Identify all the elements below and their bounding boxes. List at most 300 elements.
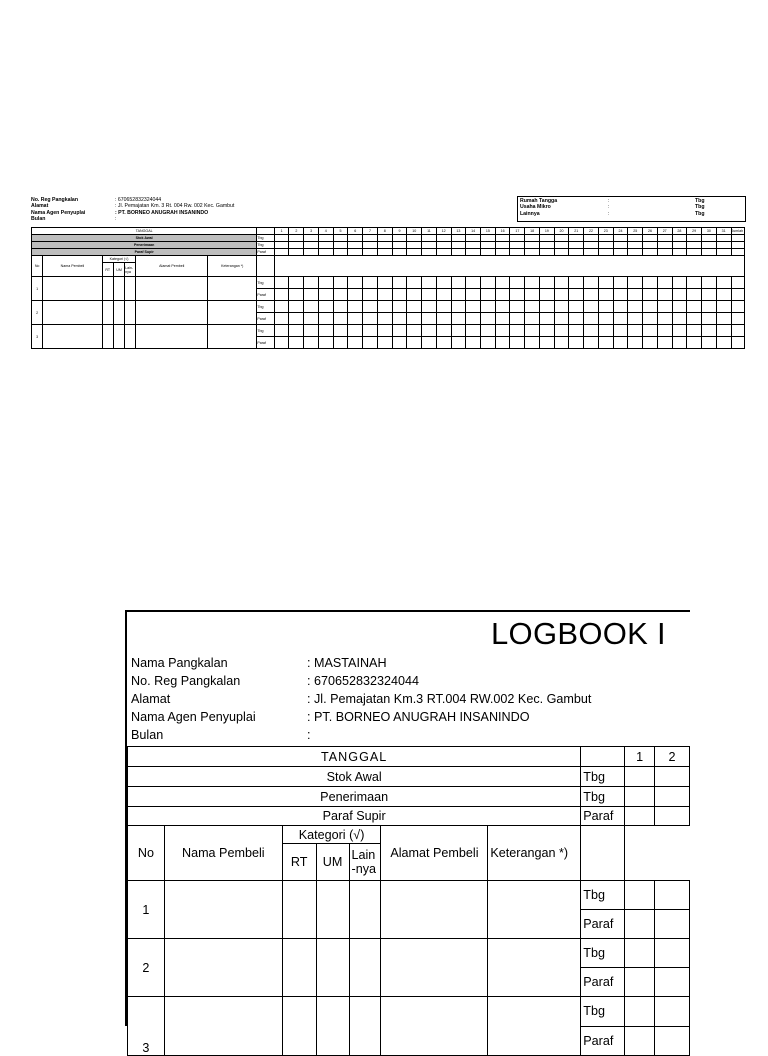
day-cell[interactable] xyxy=(318,337,333,349)
day-cell[interactable] xyxy=(422,325,437,337)
day-cell[interactable] xyxy=(643,337,658,349)
day-cell[interactable] xyxy=(377,235,392,242)
day-cell[interactable] xyxy=(333,242,348,249)
day-cell[interactable] xyxy=(318,325,333,337)
day-cell[interactable] xyxy=(510,325,525,337)
day-cell[interactable] xyxy=(318,289,333,301)
day-cell[interactable] xyxy=(510,289,525,301)
day-cell[interactable] xyxy=(539,289,554,301)
day-cell[interactable] xyxy=(628,337,643,349)
day-cell[interactable] xyxy=(716,235,731,242)
day-cell[interactable] xyxy=(289,337,304,349)
um-cell[interactable] xyxy=(316,939,349,997)
day-cell[interactable] xyxy=(643,301,658,313)
day-cell[interactable] xyxy=(348,249,363,256)
rt-cell[interactable] xyxy=(282,997,316,1056)
day-cell[interactable] xyxy=(451,289,466,301)
day-cell[interactable] xyxy=(554,242,569,249)
day-cell[interactable] xyxy=(274,235,289,242)
day-cell[interactable] xyxy=(554,277,569,289)
day-cell[interactable] xyxy=(377,313,392,325)
jumlah-cell[interactable] xyxy=(731,249,745,256)
day-cell[interactable] xyxy=(407,325,422,337)
day-cell[interactable] xyxy=(672,289,687,301)
day-cell[interactable] xyxy=(392,301,407,313)
day-cell[interactable] xyxy=(348,313,363,325)
day-cell[interactable] xyxy=(554,313,569,325)
day-cell[interactable] xyxy=(466,313,481,325)
day-cell[interactable] xyxy=(363,242,378,249)
entry-cell[interactable] xyxy=(125,277,136,301)
day-cell[interactable] xyxy=(495,242,510,249)
entry-cell[interactable] xyxy=(43,277,102,301)
day-cell[interactable] xyxy=(363,249,378,256)
day-cell[interactable] xyxy=(525,235,540,242)
day-cell[interactable] xyxy=(333,289,348,301)
day-cell[interactable] xyxy=(539,277,554,289)
day-cell[interactable] xyxy=(451,325,466,337)
day-cell[interactable] xyxy=(554,337,569,349)
day-cell[interactable] xyxy=(422,242,437,249)
day-cell[interactable] xyxy=(525,337,540,349)
day-cell[interactable] xyxy=(481,249,496,256)
day-cell[interactable] xyxy=(407,277,422,289)
day-cell[interactable] xyxy=(584,325,599,337)
day-cell[interactable] xyxy=(569,242,584,249)
alamat-cell[interactable] xyxy=(381,997,488,1056)
day-cell[interactable] xyxy=(702,301,717,313)
day-cell[interactable] xyxy=(466,289,481,301)
day-cell[interactable] xyxy=(274,313,289,325)
day-cell[interactable] xyxy=(333,235,348,242)
day-cell[interactable] xyxy=(436,242,451,249)
day-cell[interactable] xyxy=(598,277,613,289)
day-cell[interactable] xyxy=(643,277,658,289)
day-cell[interactable] xyxy=(687,325,702,337)
day-cell[interactable] xyxy=(318,242,333,249)
day-cell[interactable] xyxy=(392,235,407,242)
day-cell[interactable] xyxy=(495,313,510,325)
jumlah-cell[interactable] xyxy=(731,337,745,349)
day-cell[interactable] xyxy=(598,249,613,256)
day-cell[interactable] xyxy=(613,242,628,249)
entry-cell[interactable] xyxy=(208,325,257,349)
day-cell[interactable] xyxy=(318,313,333,325)
day-cell[interactable] xyxy=(274,242,289,249)
day-cell[interactable] xyxy=(466,277,481,289)
day-cell[interactable] xyxy=(495,235,510,242)
day-cell[interactable] xyxy=(289,301,304,313)
day-cell[interactable] xyxy=(274,289,289,301)
day-cell[interactable] xyxy=(702,242,717,249)
input-cell[interactable] xyxy=(655,910,690,939)
day-cell[interactable] xyxy=(304,325,319,337)
day-cell[interactable] xyxy=(407,235,422,242)
day-cell[interactable] xyxy=(628,313,643,325)
day-cell[interactable] xyxy=(363,235,378,242)
day-cell[interactable] xyxy=(702,289,717,301)
day-cell[interactable] xyxy=(702,277,717,289)
day-cell[interactable] xyxy=(657,249,672,256)
day-cell[interactable] xyxy=(657,235,672,242)
day-cell[interactable] xyxy=(628,235,643,242)
entry-cell[interactable] xyxy=(102,301,113,325)
day-cell[interactable] xyxy=(481,235,496,242)
day-cell[interactable] xyxy=(569,235,584,242)
jumlah-cell[interactable] xyxy=(731,325,745,337)
day-cell[interactable] xyxy=(318,301,333,313)
day-cell[interactable] xyxy=(289,277,304,289)
day-cell[interactable] xyxy=(643,313,658,325)
day-cell[interactable] xyxy=(407,337,422,349)
day-cell[interactable] xyxy=(584,313,599,325)
day-cell[interactable] xyxy=(584,337,599,349)
day-cell[interactable] xyxy=(702,313,717,325)
entry-cell[interactable] xyxy=(208,301,257,325)
rt-cell[interactable] xyxy=(282,881,316,939)
day-cell[interactable] xyxy=(451,277,466,289)
jumlah-cell[interactable] xyxy=(731,242,745,249)
day-cell[interactable] xyxy=(363,289,378,301)
day-cell[interactable] xyxy=(289,289,304,301)
day-cell[interactable] xyxy=(407,289,422,301)
day-cell[interactable] xyxy=(702,235,717,242)
nama-cell[interactable] xyxy=(164,939,282,997)
day-cell[interactable] xyxy=(657,301,672,313)
day-cell[interactable] xyxy=(687,249,702,256)
lain-cell[interactable] xyxy=(349,997,381,1056)
day-cell[interactable] xyxy=(348,277,363,289)
day-cell[interactable] xyxy=(672,242,687,249)
day-cell[interactable] xyxy=(333,301,348,313)
day-cell[interactable] xyxy=(451,313,466,325)
day-cell[interactable] xyxy=(407,313,422,325)
input-cell[interactable] xyxy=(625,807,655,826)
entry-cell[interactable] xyxy=(136,277,208,301)
day-cell[interactable] xyxy=(495,325,510,337)
day-cell[interactable] xyxy=(569,337,584,349)
day-cell[interactable] xyxy=(348,337,363,349)
day-cell[interactable] xyxy=(436,325,451,337)
day-cell[interactable] xyxy=(377,289,392,301)
day-cell[interactable] xyxy=(274,277,289,289)
day-cell[interactable] xyxy=(628,249,643,256)
day-cell[interactable] xyxy=(584,242,599,249)
day-cell[interactable] xyxy=(584,289,599,301)
day-cell[interactable] xyxy=(672,235,687,242)
day-cell[interactable] xyxy=(716,337,731,349)
day-cell[interactable] xyxy=(289,235,304,242)
day-cell[interactable] xyxy=(510,313,525,325)
day-cell[interactable] xyxy=(304,289,319,301)
day-cell[interactable] xyxy=(702,325,717,337)
day-cell[interactable] xyxy=(377,325,392,337)
day-cell[interactable] xyxy=(348,242,363,249)
day-cell[interactable] xyxy=(510,277,525,289)
day-cell[interactable] xyxy=(363,337,378,349)
day-cell[interactable] xyxy=(657,325,672,337)
day-cell[interactable] xyxy=(466,242,481,249)
day-cell[interactable] xyxy=(436,235,451,242)
day-cell[interactable] xyxy=(363,301,378,313)
day-cell[interactable] xyxy=(657,313,672,325)
day-cell[interactable] xyxy=(392,289,407,301)
rt-cell[interactable] xyxy=(282,939,316,997)
day-cell[interactable] xyxy=(422,249,437,256)
jumlah-cell[interactable] xyxy=(731,313,745,325)
day-cell[interactable] xyxy=(716,277,731,289)
day-cell[interactable] xyxy=(643,325,658,337)
day-cell[interactable] xyxy=(628,301,643,313)
day-cell[interactable] xyxy=(569,277,584,289)
day-cell[interactable] xyxy=(318,277,333,289)
day-cell[interactable] xyxy=(466,235,481,242)
day-cell[interactable] xyxy=(716,313,731,325)
day-cell[interactable] xyxy=(613,277,628,289)
day-cell[interactable] xyxy=(657,337,672,349)
day-cell[interactable] xyxy=(716,325,731,337)
day-cell[interactable] xyxy=(643,242,658,249)
day-cell[interactable] xyxy=(348,289,363,301)
day-cell[interactable] xyxy=(613,235,628,242)
day-cell[interactable] xyxy=(672,301,687,313)
day-cell[interactable] xyxy=(466,337,481,349)
day-cell[interactable] xyxy=(554,235,569,242)
day-cell[interactable] xyxy=(628,325,643,337)
day-cell[interactable] xyxy=(613,301,628,313)
day-cell[interactable] xyxy=(481,289,496,301)
day-cell[interactable] xyxy=(377,249,392,256)
day-cell[interactable] xyxy=(539,249,554,256)
day-cell[interactable] xyxy=(392,325,407,337)
alamat-cell[interactable] xyxy=(381,881,488,939)
input-cell[interactable] xyxy=(655,997,690,1027)
day-cell[interactable] xyxy=(657,277,672,289)
day-cell[interactable] xyxy=(495,249,510,256)
day-cell[interactable] xyxy=(407,242,422,249)
day-cell[interactable] xyxy=(510,337,525,349)
day-cell[interactable] xyxy=(304,242,319,249)
day-cell[interactable] xyxy=(422,337,437,349)
day-cell[interactable] xyxy=(687,277,702,289)
day-cell[interactable] xyxy=(657,289,672,301)
day-cell[interactable] xyxy=(510,249,525,256)
day-cell[interactable] xyxy=(304,235,319,242)
entry-cell[interactable] xyxy=(102,277,113,301)
day-cell[interactable] xyxy=(304,337,319,349)
day-cell[interactable] xyxy=(598,337,613,349)
day-cell[interactable] xyxy=(377,301,392,313)
day-cell[interactable] xyxy=(274,325,289,337)
day-cell[interactable] xyxy=(466,249,481,256)
day-cell[interactable] xyxy=(525,289,540,301)
day-cell[interactable] xyxy=(495,289,510,301)
input-cell[interactable] xyxy=(655,968,690,997)
day-cell[interactable] xyxy=(539,242,554,249)
day-cell[interactable] xyxy=(525,301,540,313)
day-cell[interactable] xyxy=(584,277,599,289)
day-cell[interactable] xyxy=(539,325,554,337)
day-cell[interactable] xyxy=(304,249,319,256)
um-cell[interactable] xyxy=(316,997,349,1056)
day-cell[interactable] xyxy=(495,337,510,349)
input-cell[interactable] xyxy=(655,807,690,826)
day-cell[interactable] xyxy=(510,301,525,313)
day-cell[interactable] xyxy=(363,313,378,325)
day-cell[interactable] xyxy=(495,277,510,289)
day-cell[interactable] xyxy=(510,242,525,249)
day-cell[interactable] xyxy=(613,249,628,256)
day-cell[interactable] xyxy=(481,337,496,349)
day-cell[interactable] xyxy=(436,249,451,256)
day-cell[interactable] xyxy=(554,249,569,256)
day-cell[interactable] xyxy=(333,313,348,325)
day-cell[interactable] xyxy=(481,277,496,289)
day-cell[interactable] xyxy=(539,313,554,325)
day-cell[interactable] xyxy=(495,301,510,313)
keterangan-cell[interactable] xyxy=(488,997,581,1056)
day-cell[interactable] xyxy=(643,249,658,256)
day-cell[interactable] xyxy=(466,325,481,337)
day-cell[interactable] xyxy=(687,235,702,242)
input-cell[interactable] xyxy=(625,767,655,787)
day-cell[interactable] xyxy=(539,301,554,313)
day-cell[interactable] xyxy=(510,235,525,242)
input-cell[interactable] xyxy=(655,767,690,787)
day-cell[interactable] xyxy=(436,301,451,313)
input-cell[interactable] xyxy=(625,881,655,910)
entry-cell[interactable] xyxy=(43,301,102,325)
keterangan-cell[interactable] xyxy=(488,881,581,939)
day-cell[interactable] xyxy=(392,277,407,289)
input-cell[interactable] xyxy=(655,881,690,910)
day-cell[interactable] xyxy=(584,235,599,242)
day-cell[interactable] xyxy=(289,313,304,325)
day-cell[interactable] xyxy=(348,301,363,313)
day-cell[interactable] xyxy=(289,325,304,337)
day-cell[interactable] xyxy=(422,277,437,289)
day-cell[interactable] xyxy=(333,249,348,256)
day-cell[interactable] xyxy=(628,242,643,249)
entry-cell[interactable] xyxy=(102,325,113,349)
day-cell[interactable] xyxy=(525,313,540,325)
day-cell[interactable] xyxy=(716,242,731,249)
nama-cell[interactable] xyxy=(164,997,282,1056)
day-cell[interactable] xyxy=(481,301,496,313)
day-cell[interactable] xyxy=(525,325,540,337)
day-cell[interactable] xyxy=(687,337,702,349)
day-cell[interactable] xyxy=(569,313,584,325)
day-cell[interactable] xyxy=(687,301,702,313)
day-cell[interactable] xyxy=(598,242,613,249)
day-cell[interactable] xyxy=(451,301,466,313)
day-cell[interactable] xyxy=(392,242,407,249)
day-cell[interactable] xyxy=(569,301,584,313)
entry-cell[interactable] xyxy=(125,301,136,325)
day-cell[interactable] xyxy=(569,289,584,301)
day-cell[interactable] xyxy=(613,289,628,301)
day-cell[interactable] xyxy=(716,301,731,313)
input-cell[interactable] xyxy=(655,939,690,968)
input-cell[interactable] xyxy=(625,997,655,1027)
day-cell[interactable] xyxy=(436,337,451,349)
day-cell[interactable] xyxy=(687,242,702,249)
day-cell[interactable] xyxy=(392,249,407,256)
day-cell[interactable] xyxy=(554,301,569,313)
day-cell[interactable] xyxy=(274,337,289,349)
day-cell[interactable] xyxy=(672,325,687,337)
day-cell[interactable] xyxy=(687,313,702,325)
day-cell[interactable] xyxy=(539,235,554,242)
day-cell[interactable] xyxy=(716,249,731,256)
day-cell[interactable] xyxy=(643,289,658,301)
keterangan-cell[interactable] xyxy=(488,939,581,997)
day-cell[interactable] xyxy=(422,289,437,301)
entry-cell[interactable] xyxy=(113,277,124,301)
um-cell[interactable] xyxy=(316,881,349,939)
entry-cell[interactable] xyxy=(136,301,208,325)
day-cell[interactable] xyxy=(289,249,304,256)
day-cell[interactable] xyxy=(318,235,333,242)
input-cell[interactable] xyxy=(625,787,655,807)
day-cell[interactable] xyxy=(716,289,731,301)
day-cell[interactable] xyxy=(525,249,540,256)
entry-cell[interactable] xyxy=(43,325,102,349)
lain-cell[interactable] xyxy=(349,939,381,997)
day-cell[interactable] xyxy=(451,337,466,349)
day-cell[interactable] xyxy=(466,301,481,313)
input-cell[interactable] xyxy=(655,1026,690,1056)
day-cell[interactable] xyxy=(333,277,348,289)
day-cell[interactable] xyxy=(363,277,378,289)
day-cell[interactable] xyxy=(481,313,496,325)
day-cell[interactable] xyxy=(598,235,613,242)
day-cell[interactable] xyxy=(598,289,613,301)
day-cell[interactable] xyxy=(451,249,466,256)
nama-cell[interactable] xyxy=(164,881,282,939)
jumlah-cell[interactable] xyxy=(731,301,745,313)
entry-cell[interactable] xyxy=(113,325,124,349)
day-cell[interactable] xyxy=(377,242,392,249)
entry-cell[interactable] xyxy=(125,325,136,349)
day-cell[interactable] xyxy=(363,325,378,337)
day-cell[interactable] xyxy=(377,277,392,289)
day-cell[interactable] xyxy=(304,313,319,325)
day-cell[interactable] xyxy=(569,249,584,256)
day-cell[interactable] xyxy=(318,249,333,256)
input-cell[interactable] xyxy=(625,1026,655,1056)
day-cell[interactable] xyxy=(392,337,407,349)
day-cell[interactable] xyxy=(348,235,363,242)
day-cell[interactable] xyxy=(539,337,554,349)
day-cell[interactable] xyxy=(436,313,451,325)
day-cell[interactable] xyxy=(598,325,613,337)
day-cell[interactable] xyxy=(289,242,304,249)
day-cell[interactable] xyxy=(481,242,496,249)
day-cell[interactable] xyxy=(672,249,687,256)
day-cell[interactable] xyxy=(584,249,599,256)
day-cell[interactable] xyxy=(451,242,466,249)
day-cell[interactable] xyxy=(304,301,319,313)
alamat-cell[interactable] xyxy=(381,939,488,997)
day-cell[interactable] xyxy=(392,313,407,325)
day-cell[interactable] xyxy=(702,249,717,256)
day-cell[interactable] xyxy=(672,277,687,289)
day-cell[interactable] xyxy=(584,301,599,313)
day-cell[interactable] xyxy=(613,337,628,349)
day-cell[interactable] xyxy=(451,235,466,242)
day-cell[interactable] xyxy=(436,289,451,301)
